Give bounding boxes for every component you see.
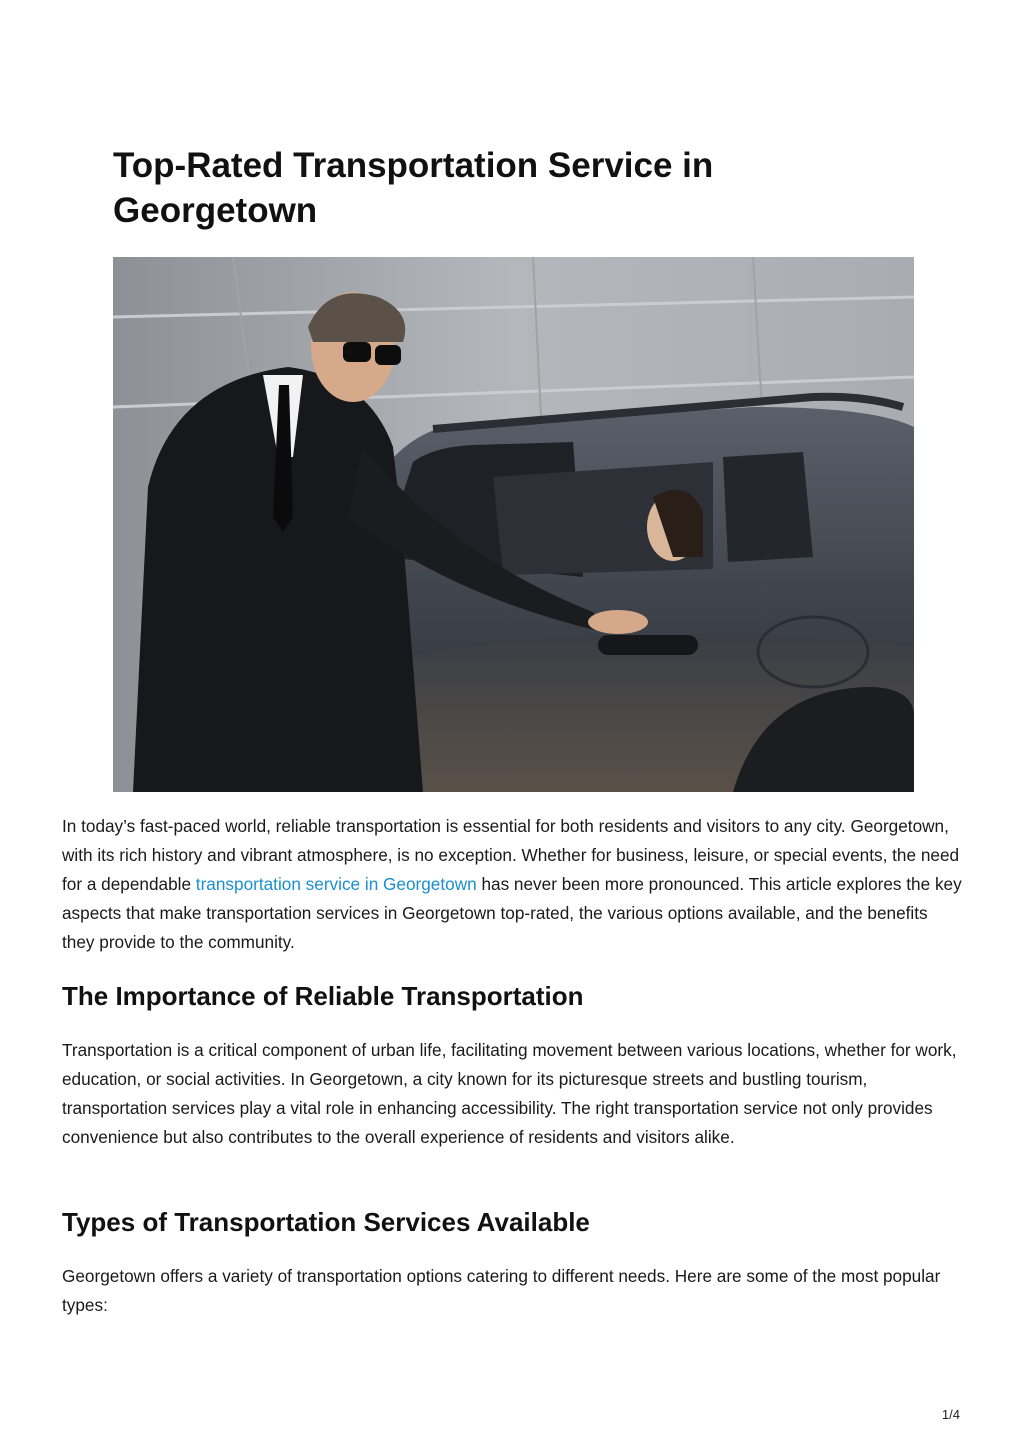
intro-text-start: In today’s fast-paced world, reliable transportation is essential for both residents and visitors to any city. Georgetown, with its rich history and vibrant atmosphere, is no exception. Whether for business, leisure, or special events, the need for a dependable <box>62 816 960 894</box>
intro-paragraph <box>62 812 964 957</box>
section-body-types: Georgetown offers a variety of transportation options catering to different needs. Here are some of the most popular types: <box>62 1266 941 1315</box>
intro-text-end: has never been more pronounced. This article explores the key aspects that make transportation services in Georgetown top-rated, the various options available, and the benefits they provide to the community. <box>62 874 962 952</box>
hero-image <box>113 257 914 792</box>
section-heading-types: Types of Transportation Services Available <box>62 1207 590 1237</box>
section-body-importance: Transportation is a critical component of urban life, facilitating movement between various locations, whether for work, education, or social activities. In Georgetown, a city known for its picturesque streets and bustling tourism, transportation services play a vital role in enhancing accessibility. The right transportation service not only provides convenience but also contributes to the overall experience of residents and visitors alike. <box>62 1040 957 1147</box>
section-heading-importance: The Importance of Reliable Transportation <box>62 981 584 1011</box>
page-indicator: 1/4 <box>941 1407 960 1422</box>
transportation-service-link[interactable]: transportation service in Georgetown <box>195 874 477 894</box>
page-title: Top-Rated Transportation Service in Georgetown <box>113 146 714 230</box>
